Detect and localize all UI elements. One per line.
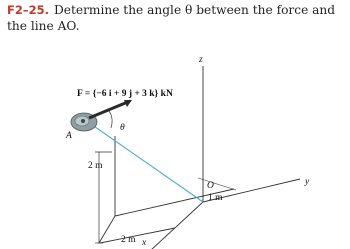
z-axis-label: z [199, 55, 203, 65]
x-axis-label: x [142, 238, 147, 248]
dim-2m-bottom-label: 2 m [121, 235, 136, 245]
point-O-label: O [207, 181, 214, 191]
ground-line-1 [100, 228, 175, 243]
force-arrow [89, 100, 132, 118]
force-label: F = {−6 i + 9 j + 3 k} kN [77, 89, 173, 99]
problem-text: Determine the angle θ between the force and the line AO. [7, 3, 336, 33]
theta-arc [109, 111, 112, 128]
point-A-label: A [66, 131, 72, 141]
y-axis-label: y [305, 177, 310, 187]
dim-2m-left-label: 2 m [88, 161, 103, 171]
line-AO [88, 122, 203, 202]
theta-label: θ [120, 123, 125, 133]
problem-number: F2–25. [7, 3, 49, 17]
ground-line-3 [99, 216, 115, 243]
dim-1m-line [198, 178, 236, 190]
dim-1m-label: 1 m [208, 193, 223, 203]
x-axis [138, 202, 203, 249]
